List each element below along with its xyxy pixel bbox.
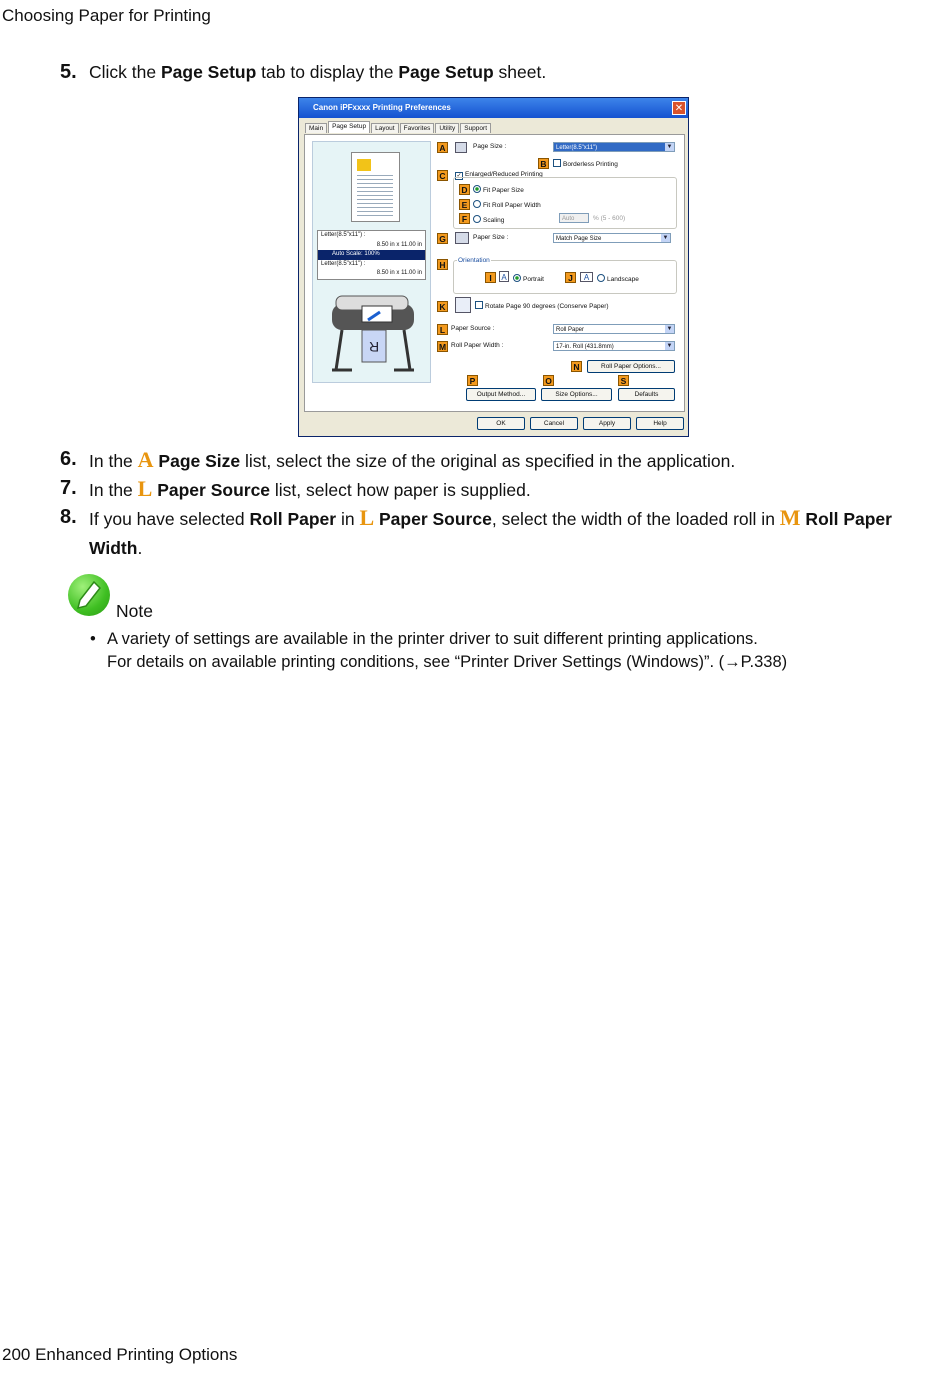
note-pencil-icon [68,574,110,616]
help-button[interactable]: Help [636,417,684,430]
chevron-down-icon: ▼ [662,235,669,241]
printing-preferences-dialog [298,97,689,437]
page-setup-panel [304,134,685,412]
enlarged-checkbox[interactable]: ✓ Enlarged/Reduced Printing [456,171,543,179]
step-6 [60,445,920,474]
step-5 [60,58,920,87]
page-header: Choosing Paper for Printing [2,6,211,25]
preview-size-info: Letter(8.5"x11") : 8.50 in x 11.00 in Auto Scale: 100% Letter(8.5"x11") : 8.50 in x 11.00 in [317,230,426,280]
preview-image-icon [357,159,371,171]
tab-page-setup[interactable]: Page Setup [328,121,370,133]
callout-h: H [437,259,448,270]
callout-d: D [459,184,470,195]
orientation-label: Orientation [458,257,490,264]
step-7 [60,474,920,503]
callout-l: L [437,324,448,335]
fit-roll-radio[interactable]: Fit Roll Paper Width [473,200,541,209]
step-text: Click the Page Setup tab to display the Page Setup sheet. [89,62,547,82]
sample-letter: R [368,339,380,355]
callout-k: K [437,301,448,312]
dialog-title: Canon iPFxxxx Printing Preferences [313,103,451,112]
landscape-radio[interactable]: Landscape [597,274,639,283]
paper-size-icon [455,232,469,244]
paper-source-label: Paper Source : [451,325,495,332]
output-method-button[interactable]: Output Method... [466,388,536,401]
roll-width-dropdown[interactable]: 17-in. Roll (431.8mm) ▼ [553,341,675,351]
note-line-2: For details on available printing conditions, see “Printer Driver Settings (Windows)”. (→P.338) [107,653,788,671]
chevron-down-icon: ▼ [666,326,673,332]
callout-a: A [437,142,448,153]
callout-j: J [565,272,576,283]
portrait-icon: A [499,271,509,282]
scaling-radio[interactable]: Scaling [473,215,504,224]
callout-i: I [485,272,496,283]
step-number: 7. [60,477,77,499]
borderless-checkbox[interactable]: Borderless Printing [553,159,618,168]
step-number: 5. [60,61,77,83]
defaults-button[interactable]: Defaults [618,388,675,401]
tab-support[interactable]: Support [460,123,491,133]
page-size-dropdown[interactable]: Letter(8.5"x11") ▼ [553,142,675,152]
printer-illustration [328,292,418,377]
preview-area [312,141,431,383]
page-size-label: Page Size : [473,143,507,150]
callout-f: F [459,213,470,224]
callout-c: C [437,170,448,181]
paper-size-dropdown[interactable]: Match Page Size ▼ [553,233,671,243]
callout-p: P [467,375,478,386]
rotate-icon [455,297,471,313]
callout-b: B [538,158,549,169]
callout-e: E [459,199,470,210]
tab-layout[interactable]: Layout [371,123,399,133]
chevron-down-icon: ▼ [666,343,673,349]
tab-favorites[interactable]: Favorites [400,123,435,133]
note-label: Note [116,601,153,621]
page-size-icon [455,142,467,153]
step-text: If you have selected Roll Paper in L Paper Source, select the width of the loaded roll in M Roll Paper Width. [89,505,892,558]
paper-size-label: Paper Size : [473,234,509,241]
roll-width-label: Roll Paper Width : [451,342,504,349]
landscape-icon: A [580,272,593,282]
step-text: In the A Page Size list, select the size of the original as specified in the application. [89,447,736,472]
page-preview [351,152,400,222]
step-number: 6. [60,448,77,470]
step-8 [60,503,920,558]
roll-paper-options-button[interactable]: Roll Paper Options... [587,360,675,373]
note-line-1: A variety of settings are available in the printer driver to suit different printing applications. [107,630,758,648]
step-number: 8. [60,506,77,528]
step-text: In the L Paper Source list, select how paper is supplied. [89,476,531,501]
chevron-down-icon: ▼ [666,144,673,150]
close-icon[interactable]: ✕ [672,101,686,115]
page-footer: 200 Enhanced Printing Options [2,1345,238,1364]
callout-m: M [438,342,447,352]
tab-utility[interactable]: Utility [435,123,459,133]
fit-paper-radio[interactable]: Fit Paper Size [473,185,524,194]
scaling-range: % (5 - 600) [593,215,626,222]
cancel-button[interactable]: Cancel [530,417,578,430]
callout-o: O [543,375,554,386]
portrait-radio[interactable]: Portrait [513,274,544,283]
size-options-button[interactable]: Size Options... [541,388,612,401]
bullet-dot: • [90,630,96,648]
dialog-titlebar [299,98,688,118]
apply-button[interactable]: Apply [583,417,631,430]
callout-g: G [437,233,448,244]
ok-button[interactable]: OK [477,417,525,430]
callout-n: N [571,361,582,372]
paper-source-dropdown[interactable]: Roll Paper ▼ [553,324,675,334]
rotate-checkbox[interactable]: Rotate Page 90 degrees (Conserve Paper) [475,301,609,310]
tab-main[interactable]: Main [305,123,327,133]
callout-s: S [618,375,629,386]
scaling-input[interactable]: Auto [559,213,589,223]
